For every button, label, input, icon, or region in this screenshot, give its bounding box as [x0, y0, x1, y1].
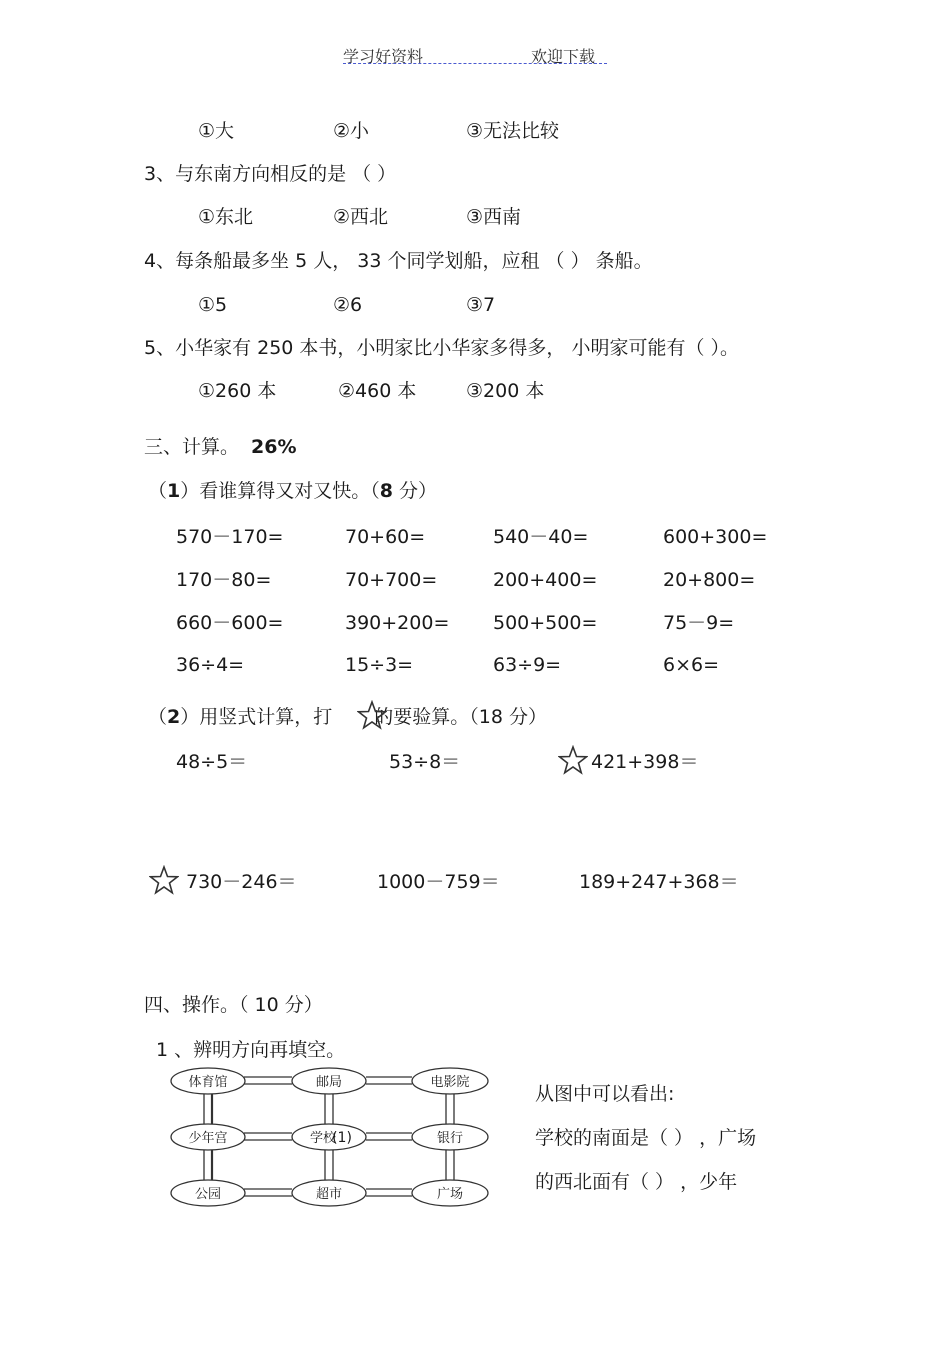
calc-item: 75－9=	[663, 612, 735, 634]
vertical-calc-item: 1000－759＝	[377, 871, 500, 893]
calc-item: 70+700=	[345, 569, 438, 591]
section3-title: 三、计算。	[144, 436, 240, 458]
header-left: 学习好资料	[343, 47, 424, 66]
q3-question: 3、与东南方向相反的是 （ ）	[144, 163, 397, 185]
q5-option-1: ①260 本	[198, 380, 277, 402]
part1-score: 8	[379, 480, 393, 502]
map-node-cinema: 电影院	[430, 1075, 470, 1090]
header-divider	[343, 63, 607, 64]
fill-line: 的西北面有（ ） ，少年	[535, 1171, 738, 1193]
q4-option-1: ①5	[198, 294, 228, 316]
part2-text-a: ）用竖式计算，打	[180, 706, 339, 728]
part2-text-b: 的要验算。（18 分）	[374, 706, 548, 728]
part1-prefix: （	[148, 480, 168, 502]
header-right: 欢迎下载	[531, 47, 596, 66]
calc-item: 63÷9=	[493, 654, 562, 676]
map-school-mark: (1)	[332, 1130, 352, 1146]
calc-item: 600+300=	[663, 526, 768, 548]
map-node-square: 广场	[436, 1187, 464, 1202]
q5-option-3: ③200 本	[466, 380, 545, 402]
part2-prefix: （	[148, 706, 168, 728]
section3-heading	[144, 438, 297, 457]
part1-suffix: 分）	[393, 480, 438, 502]
q5-option-2: ②460 本	[338, 380, 417, 402]
q3-option-1: ①东北	[198, 206, 254, 228]
vertical-calc-item: 53÷8＝	[389, 751, 461, 773]
fill-line: 学校的南面是（ ） ，广场	[535, 1127, 757, 1149]
map-node-bank: 银行	[436, 1131, 464, 1146]
q2-option-2: ②小	[333, 120, 370, 142]
vertical-calc-item: 730－246＝	[186, 871, 297, 893]
q2-option-1: ①大	[198, 120, 235, 142]
calc-item: 170－80=	[176, 569, 272, 591]
q5-question: 5、小华家有 250 本书，小明家比小华家多得多， 小明家可能有（ ）。	[144, 337, 740, 359]
part2-number: 2	[167, 706, 181, 728]
calc-item: 660－600=	[176, 612, 284, 634]
part1-number: 1	[167, 480, 181, 502]
q3-option-3: ③西南	[466, 206, 522, 228]
map-node-supermarket: 超市	[315, 1187, 343, 1202]
part2-heading	[148, 708, 547, 727]
vertical-calc-item: 48÷5＝	[176, 751, 248, 773]
calc-item: 70+60=	[345, 526, 426, 548]
calc-item: 540－40=	[493, 526, 589, 548]
calc-item: 390+200=	[345, 612, 450, 634]
q4-option-3: ③7	[466, 294, 496, 316]
star-icon	[357, 700, 387, 730]
calc-item: 6×6=	[663, 654, 720, 676]
star-icon	[558, 745, 588, 775]
star-icon	[149, 865, 179, 895]
fill-line: 从图中可以看出:	[535, 1083, 675, 1105]
calc-item: 200+400=	[493, 569, 598, 591]
q2-option-3: ③无法比较	[466, 120, 560, 142]
q4-question: 4、每条船最多坐 5 人， 33 个同学划船，应租 （ ） 条船。	[144, 250, 653, 272]
vertical-calc-item: 421+398＝	[591, 751, 699, 773]
part1-heading	[148, 482, 437, 501]
q3-option-2: ②西北	[333, 206, 389, 228]
direction-map	[168, 1062, 498, 1212]
calc-item: 570－170=	[176, 526, 284, 548]
calc-item: 15÷3=	[345, 654, 414, 676]
map-node-youth-palace: 少年宫	[188, 1131, 228, 1146]
map-node-post-office: 邮局	[315, 1075, 343, 1090]
part1-text: ）看谁算得又对又快。（	[180, 480, 380, 502]
map-node-school: 学校	[309, 1131, 337, 1146]
q4-option-2: ②6	[333, 294, 363, 316]
section3-percent: 26%	[251, 436, 297, 458]
map-node-sports-hall: 体育馆	[188, 1075, 228, 1090]
calc-item: 36÷4=	[176, 654, 245, 676]
vertical-calc-item: 189+247+368＝	[579, 871, 739, 893]
calc-item: 20+800=	[663, 569, 756, 591]
calc-item: 500+500=	[493, 612, 598, 634]
section4-q1: 1 、辨明方向再填空。	[156, 1039, 346, 1061]
map-node-park: 公园	[194, 1187, 222, 1202]
section4-title: 四、操作。（ 10 分）	[144, 994, 323, 1016]
